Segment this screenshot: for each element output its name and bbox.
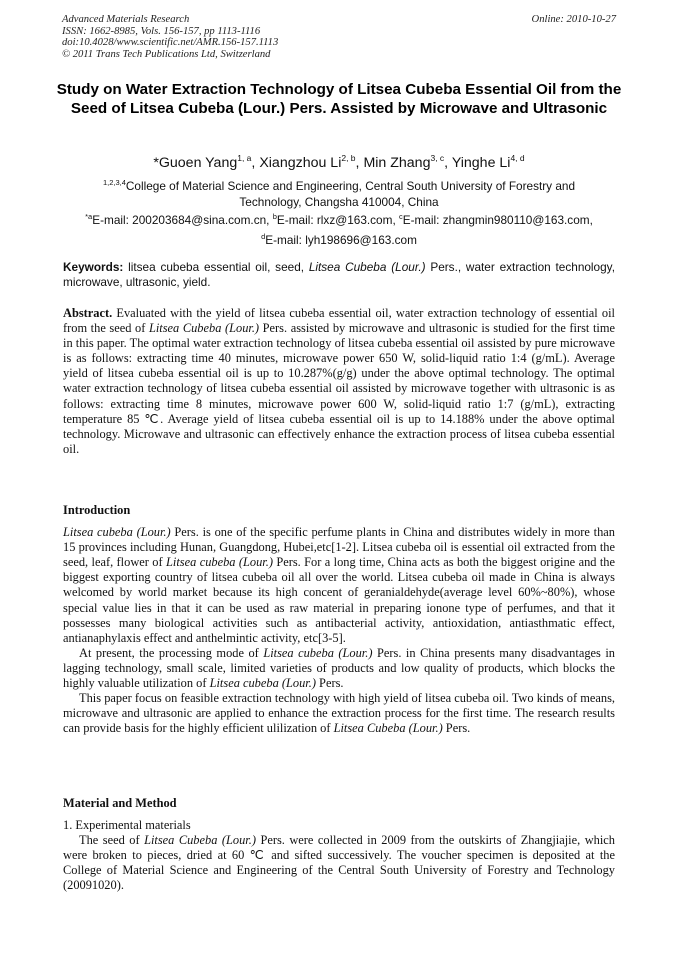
author-list (40, 150, 638, 171)
species-name: Litsea cubeba (Lour.) (63, 525, 171, 540)
subsection-heading: 1. Experimental materials (63, 818, 191, 833)
section-heading: Introduction (63, 503, 131, 517)
paragraph-text: Pers. is one of the specific perfume plants in China and distributes widely in more than 15 provinces including Hunan, Guangdong, Hubei,etc[1-2]. Litsea cubeba oil is essential oil extracted from the seed, leaf, flower of (63, 525, 615, 570)
author-superscript: 2, b (341, 153, 356, 163)
email-address: E-mail: 200203684@sina.com.cn, (92, 213, 273, 227)
abstract-text: Evaluated with the yield of litsea cubeba essential oil, water extraction technology of essential oil from the seed of (63, 306, 615, 336)
author-name: *Guoen Yang (153, 155, 238, 171)
paragraph (63, 646, 615, 691)
keywords-italic: Litsea Cubeba (Lour.) (308, 260, 426, 274)
copyright-line: © 2011 Trans Tech Publications Ltd, Switzerland (62, 48, 271, 60)
introduction-section (63, 503, 615, 736)
author-name: Yinghe Li (451, 155, 511, 171)
paragraph-text: Pers. in China presents many disadvantages in lagging technology, small scale, limited varieties of products and low quality of products, which blocks the highly valuable utilization of (63, 645, 615, 691)
keywords (63, 260, 615, 290)
issn-line: ISSN: 1662-8985, Vols. 156-157, pp 1113-1116 (62, 25, 261, 37)
email-superscript: c (399, 212, 403, 221)
paragraph-text: The seed of (79, 833, 145, 848)
species-name: Litsea cubeba (Lour.) (209, 676, 316, 691)
keywords-text: Pers., water extraction technology, microwave, ultrasonic, yield. (63, 260, 615, 289)
paragraph-text: Pers. were collected in 2009 from the outskirts of Zhangjiajie, which were broken to pieces, dried at 60 ℃ and sifted successively. The voucher specimen is deposited at the College of Material Science and Engineering of the Central South University of Forestry and Technology (20091020). (63, 833, 615, 893)
email-block (55, 209, 623, 248)
abstract-label: Abstract. (63, 306, 113, 320)
author-superscript: 3, c (430, 153, 445, 163)
author-superscript: 1, a (237, 153, 252, 163)
paragraph-text: Pers. (315, 676, 344, 691)
section-heading: Material and Method (63, 796, 177, 810)
email-superscript: *a (85, 212, 93, 221)
paragraph-text: Pers. For a long time, China acts as both the biggest origine and the biggest exporting country of litsea cubeba oil all over the world. Litsea cubeba oil made in China is always welcomed by world market because its high concent of geranialdehyde(average level 60%~80%), whose special value lies in that it can be used as raw material in preparing ionone type of perfumes, and that it possesses many biological activities such as antibacterial activity, antioxidation, antiasthmatic effect, antianaphylaxis effect and anthelmintic activity, etc[3-5]. (63, 555, 615, 645)
author-separator: , (355, 155, 364, 171)
affiliation-superscript: 1,2,3,4 (102, 178, 126, 187)
email-superscript: d (261, 231, 266, 241)
affiliation-line: College of Material Science and Engineering, Central South University of Forestry and (125, 179, 576, 193)
online-date: Online: 2010-10-27 (531, 14, 616, 25)
email-superscript: b (272, 212, 277, 221)
keywords-label: Keywords: (63, 260, 124, 274)
paragraph-text: This paper focus on feasible extraction technology with high yield of litsea cubeba oil. Two kinds of means, microwave and ultrasonic are applied to enhance the extraction process for the first time. The research results can provide basis for the highly efficient ulilization of (63, 691, 615, 736)
keywords-text: litsea cubeba essential oil, seed, (123, 260, 309, 274)
author-name: Xiangzhou Li (259, 155, 342, 171)
author-separator: , (444, 155, 452, 171)
email-address: E-mail: lyh198696@163.com (265, 232, 417, 247)
methods-section (63, 796, 615, 894)
journal-name: Advanced Materials Research (62, 14, 190, 25)
paragraph (63, 691, 615, 736)
species-name: Litsea cubeba (Lour.) (263, 645, 373, 660)
author-name: Min Zhang (363, 155, 431, 171)
paragraph-text: Pers. (442, 721, 471, 736)
email-address: E-mail: rlxz@163.com, (276, 213, 399, 227)
abstract (63, 306, 615, 457)
species-name: Litsea Cubeba (Lour.) (144, 833, 256, 848)
affiliation (70, 175, 608, 210)
email-address: E-mail: zhangmin980110@163.com, (402, 213, 593, 227)
paragraph (63, 833, 615, 893)
author-superscript: 4, d (510, 153, 525, 163)
paragraph (63, 525, 615, 646)
species-name: Litsea cubeba (Lour.) (166, 555, 273, 570)
author-separator: , (251, 155, 260, 171)
affiliation-line: Technology, Changsha 410004, China (239, 194, 439, 209)
species-name: Litsea Cubeba (Lour.) (333, 721, 443, 736)
journal-header (62, 14, 616, 60)
abstract-text: Pers. assisted by microwave and ultrasonic is studied for the first time in this paper. The optimal water extraction technology of litsea cubeba essential oil assisted by pure microwave is as follows: extracting time 40 minutes, microwave power 650 W, solid-liquid ratio 1:4 (g/mL). Average yield of litsea cubeba essential oil is up to 10.287%(g/g) under the above optimal technology. The optimal water extraction technology of litsea cubeba essential oil assisted by microwave together with ultrasonic is as follows: extracting time 8 minutes, microwave power 600 W, solid-liquid ratio 1:7 (g/mL), extracting temperature 85 ℃. Average yield of litsea cubeba essential oil is up to 14.188% under the above optimal technology. Microwave and ultrasonic can effectively enhance the extraction process of litsea cubeba essential oil. (63, 321, 615, 456)
paper-title: Study on Water Extraction Technology of Litsea Cubeba Essential Oil from the Seed of Litsea Cubeba (Lour.) Pers. Assisted by Microwave and Ultrasonic (56, 81, 622, 117)
doi-line: doi:10.4028/www.scientific.net/AMR.156-157.1113 (62, 37, 279, 48)
species-name: Litsea Cubeba (Lour.) (148, 321, 260, 336)
paragraph-text: At present, the processing mode of (79, 645, 264, 660)
